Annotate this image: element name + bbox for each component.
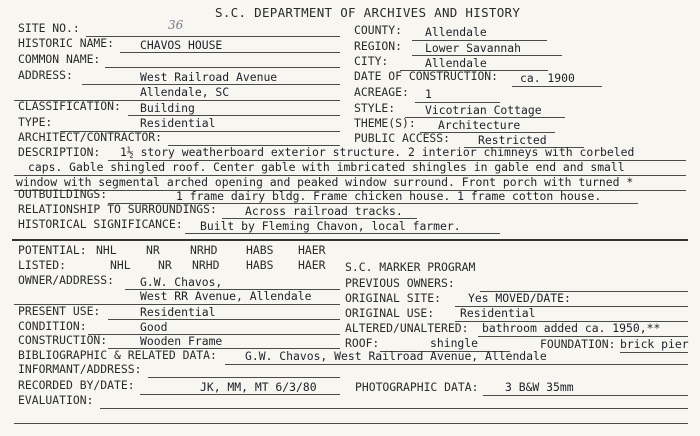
significance-value: Built by Fleming Chavon, local farmer. <box>200 219 461 233</box>
outbuildings-label: OUTBUILDINGS: <box>18 187 108 201</box>
informant-label: INFORMANT/ADDRESS: <box>18 362 142 376</box>
description-line3: window with segmental arched opening and peaked window surround. Front porch with turned * <box>16 175 634 189</box>
listed-haer: HAER <box>298 258 326 272</box>
bibliographic-label: BIBLIOGRAPHIC & RELATED DATA: <box>18 348 217 362</box>
historic-name-label: HISTORIC NAME: <box>18 36 115 50</box>
description-label: DESCRIPTION: <box>18 145 101 159</box>
evaluation-line-2 <box>14 423 688 424</box>
site-no-value: 36 <box>168 18 184 32</box>
site-no-label: SITE NO.: <box>18 21 80 35</box>
city-label: CITY: <box>354 54 389 68</box>
region-value: Lower Savannah <box>425 41 522 55</box>
altered-label: ALTERED/UNALTERED: <box>345 321 469 335</box>
construction-label: CONSTRUCTION: <box>18 333 108 347</box>
original-use-label: ORIGINAL USE: <box>345 306 435 320</box>
common-name-line <box>105 67 340 68</box>
style-label: STYLE: <box>354 101 396 115</box>
recorded-value: JK, MM, MT 6/3/80 <box>200 380 317 394</box>
potential-label: POTENTIAL: <box>18 243 87 257</box>
description-line1: 1½ story weatherboard exterior structure. 2 interior chimneys with corbeled <box>120 145 635 159</box>
address-label: ADDRESS: <box>18 68 73 82</box>
common-name-label: COMMON NAME: <box>18 52 101 66</box>
condition-label: CONDITION: <box>18 319 87 333</box>
original-use-value: Residential <box>460 306 536 320</box>
acreage-label: ACREAGE: <box>354 85 409 99</box>
bibliographic-line <box>225 364 688 365</box>
owner-line2: West RR Avenue, Allendale <box>140 289 312 303</box>
original-site-label: ORIGINAL SITE: <box>345 291 442 305</box>
roof-value: shingle <box>430 336 479 350</box>
classification-label: CLASSIFICATION: <box>18 99 121 113</box>
evaluation-label: EVALUATION: <box>18 393 94 407</box>
potential-nhl: NHL <box>96 243 117 257</box>
type-label: TYPE: <box>18 115 53 129</box>
listed-nhl: NHL <box>110 258 131 272</box>
listed-nr: NR <box>158 258 172 272</box>
altered-value: bathroom added ca. 1950,** <box>482 321 661 335</box>
architect-label: ARCHITECT/CONTRACTOR: <box>18 130 163 144</box>
present-use-value: Residential <box>140 305 216 319</box>
county-value: Allendale <box>425 25 487 39</box>
owner-label: OWNER/ADDRESS: <box>18 273 115 287</box>
original-site-value: Yes MOVED/DATE: <box>468 291 571 305</box>
photographic-value: 3 B&W 35mm <box>505 380 574 394</box>
present-use-label: PRESENT USE: <box>18 304 101 318</box>
classification-value: Building <box>140 101 195 115</box>
recorded-line <box>140 394 340 395</box>
type-value: Residential <box>140 116 216 130</box>
significance-line <box>185 233 500 234</box>
themes-label: THEME(S): <box>354 116 416 130</box>
historic-name-line <box>120 52 340 53</box>
address-line2: Allendale, SC <box>140 85 230 99</box>
recorded-label: RECORDED BY/DATE: <box>18 378 135 392</box>
marker-program-label: S.C. MARKER PROGRAM <box>345 260 476 274</box>
public-access-value: Restricted <box>478 133 547 147</box>
county-label: COUNTY: <box>354 23 403 37</box>
form-title: S.C. DEPARTMENT OF ARCHIVES AND HISTORY <box>215 5 521 20</box>
condition-value: Good <box>140 320 168 334</box>
region-label: REGION: <box>354 39 403 53</box>
historic-name-value: CHAVOS HOUSE <box>140 38 223 52</box>
potential-habs: HABS <box>246 243 274 257</box>
potential-nrhd: NRHD <box>190 243 218 257</box>
section-divider <box>12 239 688 241</box>
city-value: Allendale <box>425 56 487 70</box>
relationship-label: RELATIONSHIP TO SURROUNDINGS: <box>18 202 217 216</box>
foundation-label: FOUNDATION: <box>540 337 616 351</box>
evaluation-line <box>100 408 688 409</box>
address-line1: West Railroad Avenue <box>140 70 278 84</box>
foundation-line <box>620 352 688 353</box>
themes-value: Architecture <box>438 118 521 132</box>
bibliographic-value: G.W. Chavos, West Railroad Avenue, Allendale <box>245 349 547 363</box>
photographic-label: PHOTOGRAPHIC DATA: <box>355 380 479 394</box>
foundation-value: brick pier <box>620 337 689 351</box>
potential-nr: NR <box>146 243 160 257</box>
photographic-line <box>483 395 688 396</box>
roof-label: ROOF: <box>345 336 380 350</box>
potential-haer: HAER <box>298 243 326 257</box>
date-line <box>512 86 602 87</box>
date-value: ca. 1900 <box>520 71 575 85</box>
site-no-line <box>86 36 340 37</box>
acreage-value: 1 <box>425 87 432 101</box>
informant-line <box>148 377 340 378</box>
owner-line1: G.W. Chavos, <box>140 275 223 289</box>
listed-nrhd: NRHD <box>192 258 220 272</box>
date-label: DATE OF CONSTRUCTION: <box>354 69 499 83</box>
previous-owners-label: PREVIOUS OWNERS: <box>345 276 455 290</box>
description-line2: caps. Gable shingled roof. Center gable with imbricated shingles in gable end and small <box>28 160 625 174</box>
style-value: Vicotrian Cottage <box>425 103 542 117</box>
significance-label: HISTORICAL SIGNIFICANCE: <box>18 217 183 231</box>
outbuildings-value: 1 frame dairy bldg. Frame chicken house. 1 frame cotton house. <box>176 189 602 203</box>
relationship-value: Across railroad tracks. <box>245 204 403 218</box>
listed-habs: HABS <box>246 258 274 272</box>
public-access-label: PUBLIC ACCESS: <box>354 131 451 145</box>
construction-value: Wooden Frame <box>140 334 223 348</box>
listed-label: LISTED: <box>18 258 67 272</box>
